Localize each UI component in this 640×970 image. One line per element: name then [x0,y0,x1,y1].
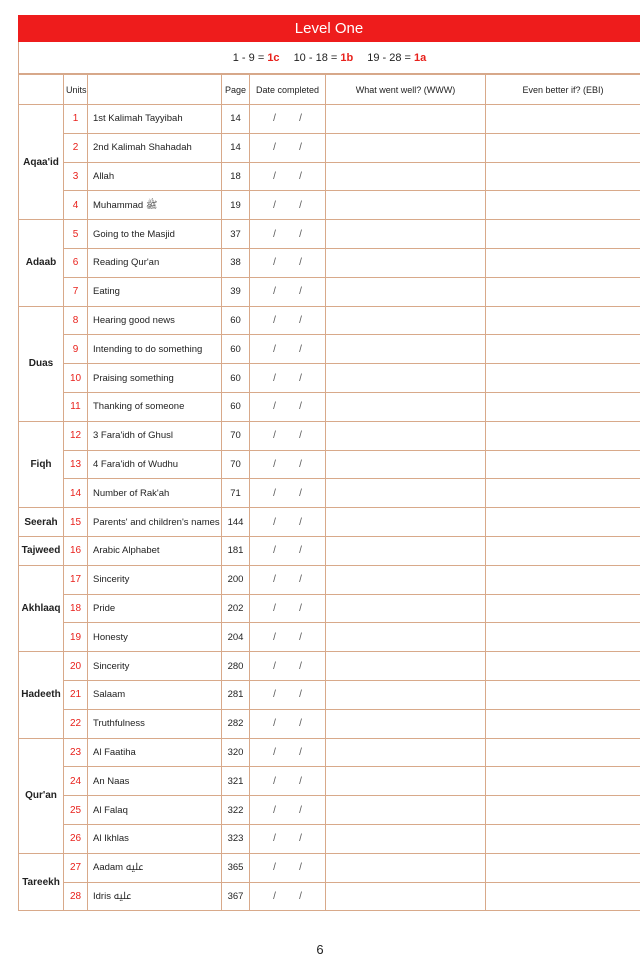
level-title-banner [18,15,640,42]
ebi-field[interactable] [486,306,640,335]
page-reference: 14 [222,133,250,162]
page-reference: 280 [222,652,250,681]
date-separator: / [273,545,276,557]
key-level: 1a [414,51,427,64]
www-field[interactable] [326,364,486,393]
page-reference: 38 [222,248,250,277]
table-row [19,565,640,594]
table-row [19,536,640,565]
ebi-field[interactable] [486,824,640,853]
www-field[interactable] [326,594,486,623]
category-label: Hadeeth [19,652,64,738]
page-reference: 281 [222,680,250,709]
category-label: Qur'an [19,738,64,853]
date-separator: / [299,257,302,269]
ebi-field[interactable] [486,709,640,738]
table-row [19,248,640,277]
unit-number: 15 [64,508,88,537]
category-label: Aqaa'id [19,105,64,220]
www-field[interactable] [326,105,486,134]
www-field[interactable] [326,796,486,825]
www-field[interactable] [326,421,486,450]
category-label: Tareekh [19,853,64,911]
date-separator: / [273,718,276,730]
date-completed-field[interactable] [250,796,326,825]
date-separator: / [273,775,276,787]
date-completed-field[interactable] [250,652,326,681]
date-separator: / [273,458,276,470]
date-completed-field[interactable] [250,853,326,882]
unit-title: Muhammad ﷺ [88,191,222,220]
www-field[interactable] [326,479,486,508]
ebi-field[interactable] [486,738,640,767]
table-row [19,220,640,249]
date-separator: / [299,343,302,355]
date-completed-field[interactable] [250,191,326,220]
date-separator: / [299,516,302,528]
date-separator: / [273,516,276,528]
page-reference: 323 [222,824,250,853]
ebi-field[interactable] [486,853,640,882]
page-reference: 14 [222,105,250,134]
www-field[interactable] [326,680,486,709]
table-row [19,882,640,911]
header-date: Date completed [250,75,326,105]
table-body [19,105,640,911]
page-number: 6 [316,942,324,957]
key-range: 19 - 28 = [367,51,411,64]
table-row [19,306,640,335]
table-row [19,853,640,882]
page-reference: 19 [222,191,250,220]
ebi-field[interactable] [486,623,640,652]
unit-title: Parents' and children's names [88,508,222,537]
www-field[interactable] [326,536,486,565]
unit-number: 20 [64,652,88,681]
www-field[interactable] [326,623,486,652]
ebi-field[interactable] [486,191,640,220]
key-range: 1 - 9 = [232,51,265,64]
date-completed-field[interactable] [250,105,326,134]
unit-title: Eating [88,277,222,306]
date-completed-field[interactable] [250,767,326,796]
table-row [19,824,640,853]
unit-title: Pride [88,594,222,623]
date-separator: / [273,228,276,240]
unit-title: Hearing good news [88,306,222,335]
header-www: What went well? (WWW) [326,75,486,105]
table-row [19,709,640,738]
unit-number: 1 [64,105,88,134]
page-reference: 320 [222,738,250,767]
table-row [19,508,640,537]
date-separator: / [299,170,302,182]
date-separator: / [273,343,276,355]
date-completed-field[interactable] [250,594,326,623]
unit-number: 14 [64,479,88,508]
category-label: Duas [19,306,64,421]
unit-title: Honesty [88,623,222,652]
category-label: Adaab [19,220,64,306]
category-label: Tajweed [19,536,64,565]
page-reference: 202 [222,594,250,623]
unit-title: Sincerity [88,565,222,594]
www-field[interactable] [326,133,486,162]
date-separator: / [273,314,276,326]
ebi-field[interactable] [486,882,640,911]
table-row [19,623,640,652]
date-separator: / [273,804,276,816]
date-separator: / [273,574,276,586]
date-separator: / [299,142,302,154]
ebi-field[interactable] [486,652,640,681]
date-separator: / [299,660,302,672]
date-separator: / [273,833,276,845]
unit-number: 22 [64,709,88,738]
unit-number: 11 [64,392,88,421]
www-field[interactable] [326,248,486,277]
unit-title: Sincerity [88,652,222,681]
page-reference: 365 [222,853,250,882]
unit-number: 25 [64,796,88,825]
www-field[interactable] [326,392,486,421]
page-reference: 39 [222,277,250,306]
date-separator: / [273,401,276,413]
date-completed-field[interactable] [250,824,326,853]
date-completed-field[interactable] [250,162,326,191]
date-separator: / [299,286,302,298]
date-completed-field[interactable] [250,133,326,162]
date-completed-field[interactable] [250,364,326,393]
date-separator: / [299,199,302,211]
unit-number: 8 [64,306,88,335]
category-label: Akhlaaq [19,565,64,651]
unit-number: 7 [64,277,88,306]
www-field[interactable] [326,220,486,249]
unit-number: 3 [64,162,88,191]
date-separator: / [299,574,302,586]
date-separator: / [273,199,276,211]
ebi-field[interactable] [486,335,640,364]
date-separator: / [299,804,302,816]
level-title: Level One [294,20,364,37]
unit-number: 27 [64,853,88,882]
key-level: 1b [340,51,354,64]
page-reference: 367 [222,882,250,911]
date-completed-field[interactable] [250,709,326,738]
unit-title: Salaam [88,680,222,709]
date-completed-field[interactable] [250,421,326,450]
unit-number: 18 [64,594,88,623]
page-reference: 70 [222,421,250,450]
date-completed-field[interactable] [250,479,326,508]
unit-title: 2nd Kalimah Shahadah [88,133,222,162]
date-completed-field[interactable] [250,392,326,421]
header-page: Page [222,75,250,105]
date-separator: / [273,113,276,125]
date-completed-field[interactable] [250,623,326,652]
page-reference: 144 [222,508,250,537]
www-field[interactable] [326,191,486,220]
unit-number: 28 [64,882,88,911]
unit-title: Thanking of someone [88,392,222,421]
page-reference: 60 [222,306,250,335]
page-reference: 282 [222,709,250,738]
date-completed-field[interactable] [250,220,326,249]
ebi-field[interactable] [486,536,640,565]
date-completed-field[interactable] [250,508,326,537]
table-row [19,105,640,134]
ebi-field[interactable] [486,220,640,249]
key-level: 1c [267,51,280,64]
date-separator: / [273,689,276,701]
page-reference: 181 [222,536,250,565]
ebi-field[interactable] [486,450,640,479]
page-reference: 37 [222,220,250,249]
unit-number: 17 [64,565,88,594]
date-separator: / [273,660,276,672]
date-completed-field[interactable] [250,882,326,911]
unit-title: Going to the Masjid [88,220,222,249]
date-separator: / [299,228,302,240]
date-completed-field[interactable] [250,680,326,709]
ebi-field[interactable] [486,133,640,162]
date-separator: / [273,170,276,182]
www-field[interactable] [326,508,486,537]
date-separator: / [299,862,302,874]
date-separator: / [273,430,276,442]
date-completed-field[interactable] [250,536,326,565]
table-header-row [19,75,640,105]
date-separator: / [299,890,302,902]
table-row [19,796,640,825]
unit-number: 12 [64,421,88,450]
unit-number: 9 [64,335,88,364]
ebi-field[interactable] [486,162,640,191]
ebi-field[interactable] [486,680,640,709]
unit-number: 4 [64,191,88,220]
date-completed-field[interactable] [250,306,326,335]
ebi-field[interactable] [486,421,640,450]
unit-number: 5 [64,220,88,249]
ebi-field[interactable] [486,508,640,537]
ebi-field[interactable] [486,479,640,508]
page-reference: 322 [222,796,250,825]
unit-number: 16 [64,536,88,565]
table-row [19,392,640,421]
unit-number: 13 [64,450,88,479]
ebi-field[interactable] [486,796,640,825]
table-row [19,335,640,364]
page-reference: 70 [222,450,250,479]
www-field[interactable] [326,565,486,594]
unit-title: 4 Fara'idh of Wudhu [88,450,222,479]
unit-title: Truthfulness [88,709,222,738]
date-completed-field[interactable] [250,335,326,364]
progress-table [18,74,640,911]
ebi-field[interactable] [486,565,640,594]
date-completed-field[interactable] [250,450,326,479]
table-row [19,191,640,220]
table-row [19,479,640,508]
table-row [19,738,640,767]
date-separator: / [273,862,276,874]
date-separator: / [299,430,302,442]
table-row [19,450,640,479]
date-separator: / [299,314,302,326]
date-completed-field[interactable] [250,277,326,306]
header-title [88,75,222,105]
www-field[interactable] [326,306,486,335]
table-row [19,277,640,306]
date-separator: / [299,775,302,787]
page-reference: 18 [222,162,250,191]
date-separator: / [273,890,276,902]
date-separator: / [299,833,302,845]
ebi-field[interactable] [486,364,640,393]
date-separator: / [273,487,276,499]
unit-title: Al Faatiha [88,738,222,767]
unit-title: Arabic Alphabet [88,536,222,565]
unit-number: 23 [64,738,88,767]
www-field[interactable] [326,767,486,796]
page-reference: 71 [222,479,250,508]
date-separator: / [299,746,302,758]
www-field[interactable] [326,738,486,767]
unit-number: 19 [64,623,88,652]
date-completed-field[interactable] [250,248,326,277]
table-row [19,421,640,450]
table-row [19,364,640,393]
www-field[interactable] [326,652,486,681]
unit-title: Number of Rak'ah [88,479,222,508]
unit-title: Reading Qur'an [88,248,222,277]
www-field[interactable] [326,853,486,882]
ebi-field[interactable] [486,594,640,623]
date-separator: / [273,142,276,154]
www-field[interactable] [326,277,486,306]
unit-title: Intending to do something [88,335,222,364]
date-separator: / [299,372,302,384]
unit-title: 3 Fara'idh of Ghusl [88,421,222,450]
date-separator: / [299,602,302,614]
unit-title: Idris ﷷ [88,882,222,911]
unit-title: 1st Kalimah Tayyibah [88,105,222,134]
unit-title: Al Ikhlas [88,824,222,853]
page-reference: 60 [222,392,250,421]
category-label: Fiqh [19,421,64,507]
table-row [19,162,640,191]
level-key [18,42,640,74]
ebi-field[interactable] [486,392,640,421]
date-separator: / [299,631,302,643]
page-reference: 200 [222,565,250,594]
table-row [19,133,640,162]
unit-title: An Naas [88,767,222,796]
www-field[interactable] [326,450,486,479]
header-ebi: Even better if? (EBI) [486,75,640,105]
table-row [19,652,640,681]
date-separator: / [273,746,276,758]
header-units: Units [64,75,88,105]
date-separator: / [299,401,302,413]
unit-title: Aadam ﷷ [88,853,222,882]
ebi-field[interactable] [486,277,640,306]
table-row [19,767,640,796]
date-separator: / [273,372,276,384]
date-completed-field[interactable] [250,565,326,594]
date-separator: / [299,487,302,499]
page-reference: 204 [222,623,250,652]
www-field[interactable] [326,162,486,191]
unit-title: Allah [88,162,222,191]
unit-number: 24 [64,767,88,796]
date-separator: / [299,458,302,470]
date-separator: / [273,286,276,298]
ebi-field[interactable] [486,105,640,134]
page-reference: 60 [222,335,250,364]
page-reference: 60 [222,364,250,393]
date-separator: / [299,545,302,557]
ebi-field[interactable] [486,767,640,796]
date-separator: / [299,113,302,125]
page-reference: 321 [222,767,250,796]
date-separator: / [273,631,276,643]
table-row [19,594,640,623]
date-separator: / [299,718,302,730]
unit-title: Al Falaq [88,796,222,825]
unit-number: 2 [64,133,88,162]
www-field[interactable] [326,709,486,738]
www-field[interactable] [326,335,486,364]
date-separator: / [299,689,302,701]
category-label: Seerah [19,508,64,537]
unit-number: 26 [64,824,88,853]
unit-number: 6 [64,248,88,277]
www-field[interactable] [326,882,486,911]
date-separator: / [273,602,276,614]
unit-title: Praising something [88,364,222,393]
unit-number: 21 [64,680,88,709]
header-category [19,75,64,105]
date-separator: / [273,257,276,269]
unit-number: 10 [64,364,88,393]
www-field[interactable] [326,824,486,853]
table-row [19,680,640,709]
date-completed-field[interactable] [250,738,326,767]
ebi-field[interactable] [486,248,640,277]
key-range: 10 - 18 = [293,51,338,64]
